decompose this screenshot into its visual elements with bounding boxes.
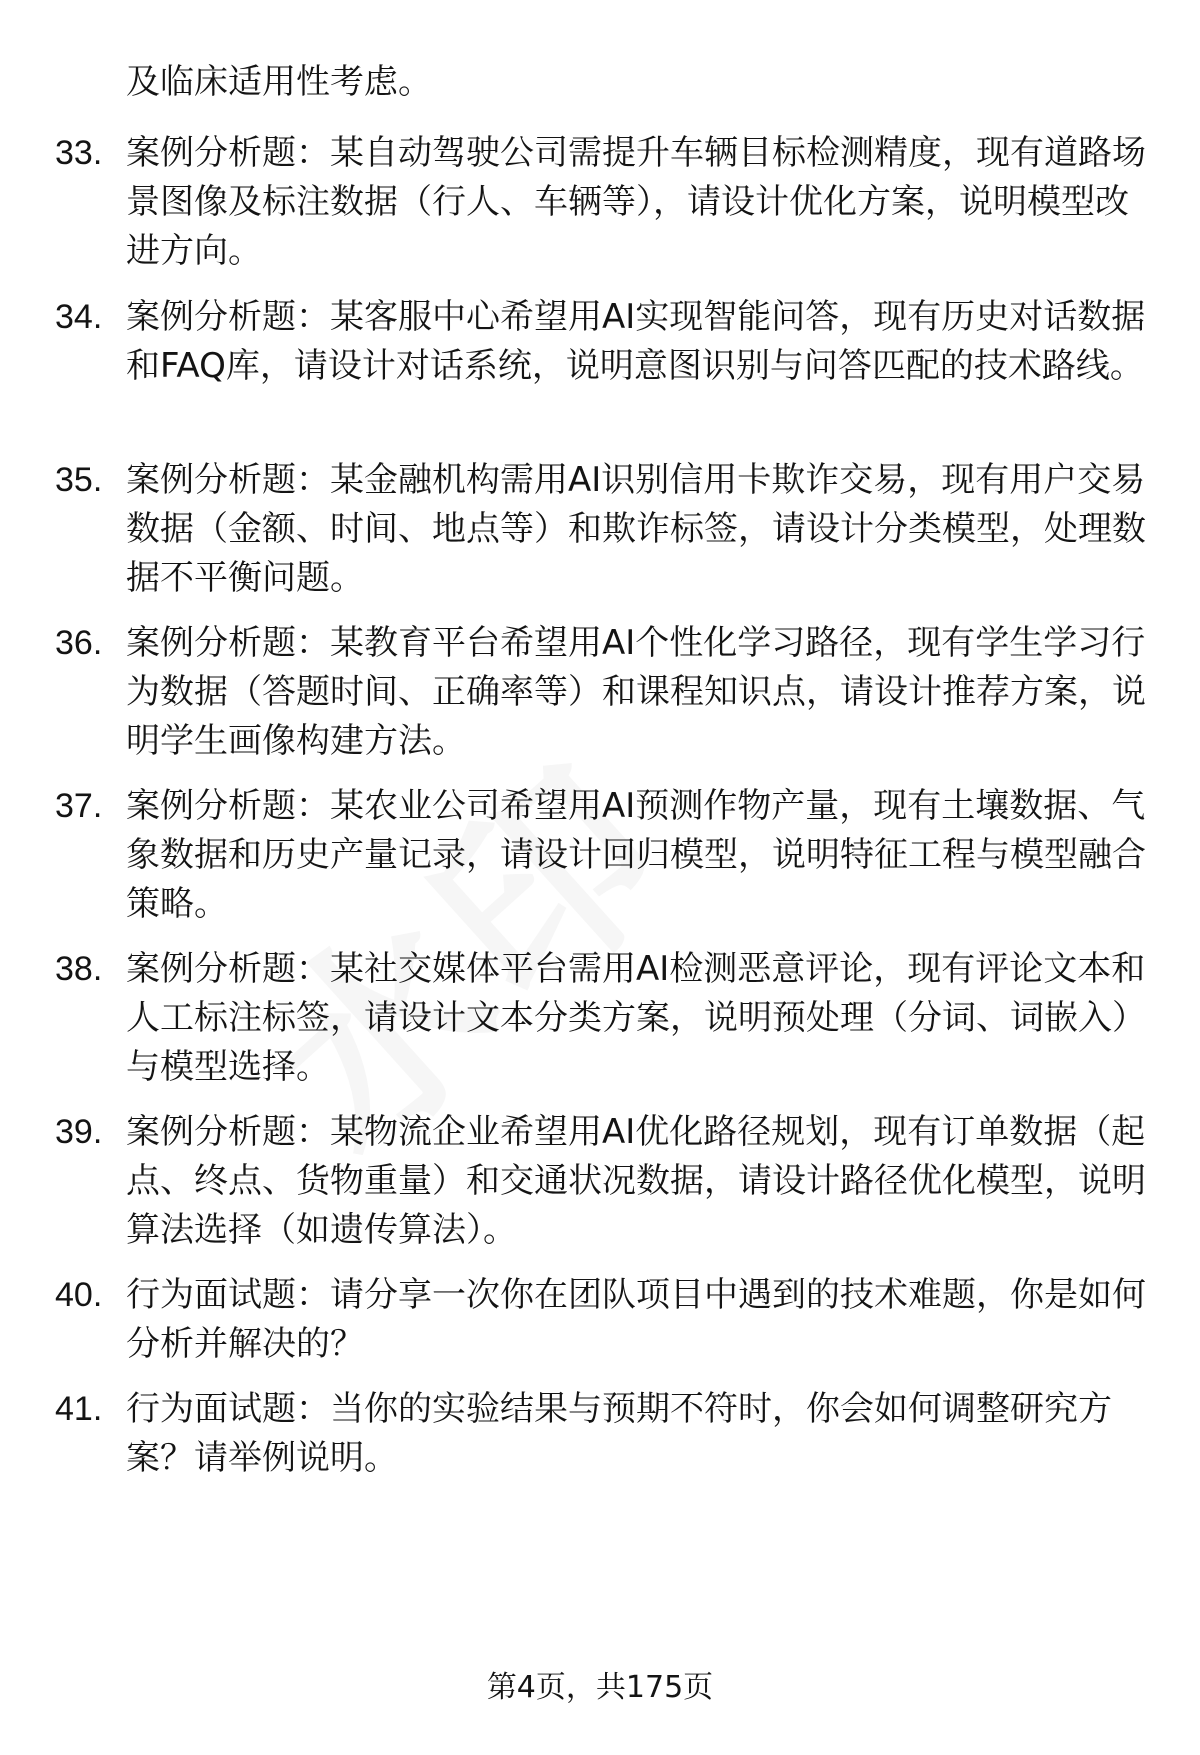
- question-number: 39.: [55, 1113, 103, 1151]
- question-text: 案例分析题：某教育平台希望用AI个性化学习路径，现有学生学习行为数据（答题时间、正确率等）和课程知识点，请设计推荐方案，说明学生画像构建方法。: [126, 623, 1146, 761]
- question-number: 37.: [55, 787, 103, 825]
- question-text: 行为面试题：请分享一次你在团队项目中遇到的技术难题，你是如何分析并解决的？: [126, 1275, 1146, 1364]
- question-text: 案例分析题：某社交媒体平台需用AI检测恶意评论，现有评论文本和人工标注标签，请设计文本分类方案，说明预处理（分词、词嵌入）与模型选择。: [126, 949, 1146, 1087]
- question-number: 38.: [55, 950, 103, 988]
- question-text: 案例分析题：某金融机构需用AI识别信用卡欺诈交易，现有用户交易数据（金额、时间、地点等）和欺诈标签，请设计分类模型，处理数据不平衡问题。: [126, 460, 1146, 598]
- question-text: 行为面试题：当你的实验结果与预期不符时，你会如何调整研究方案？请举例说明。: [126, 1389, 1112, 1478]
- question-number: 33.: [55, 134, 103, 172]
- question-text: 案例分析题：某物流企业希望用AI优化路径规划，现有订单数据（起点、终点、货物重量）和交通状况数据，请设计路径优化模型，说明算法选择（如遗传算法）。: [126, 1112, 1146, 1250]
- question-number: 35.: [55, 461, 103, 499]
- question-number: 34.: [55, 298, 103, 336]
- question-number: 40.: [55, 1276, 103, 1314]
- question-number: 36.: [55, 624, 103, 662]
- question-text: 案例分析题：某客服中心希望用AI实现智能问答，现有历史对话数据和FAQ库，请设计对话系统，说明意图识别与问答匹配的技术路线。: [126, 297, 1146, 386]
- continuation-text: 及临床适用性考虑。: [126, 62, 432, 102]
- question-number: 41.: [55, 1390, 103, 1428]
- question-text: 案例分析题：某自动驾驶公司需提升车辆目标检测精度，现有道路场景图像及标注数据（行人、车辆等），请设计优化方案，说明模型改进方向。: [126, 133, 1146, 271]
- page-footer: 第4页，共175页: [486, 1670, 714, 1705]
- question-text: 案例分析题：某农业公司希望用AI预测作物产量，现有土壤数据、气象数据和历史产量记录，请设计回归模型，说明特征工程与模型融合策略。: [126, 786, 1146, 924]
